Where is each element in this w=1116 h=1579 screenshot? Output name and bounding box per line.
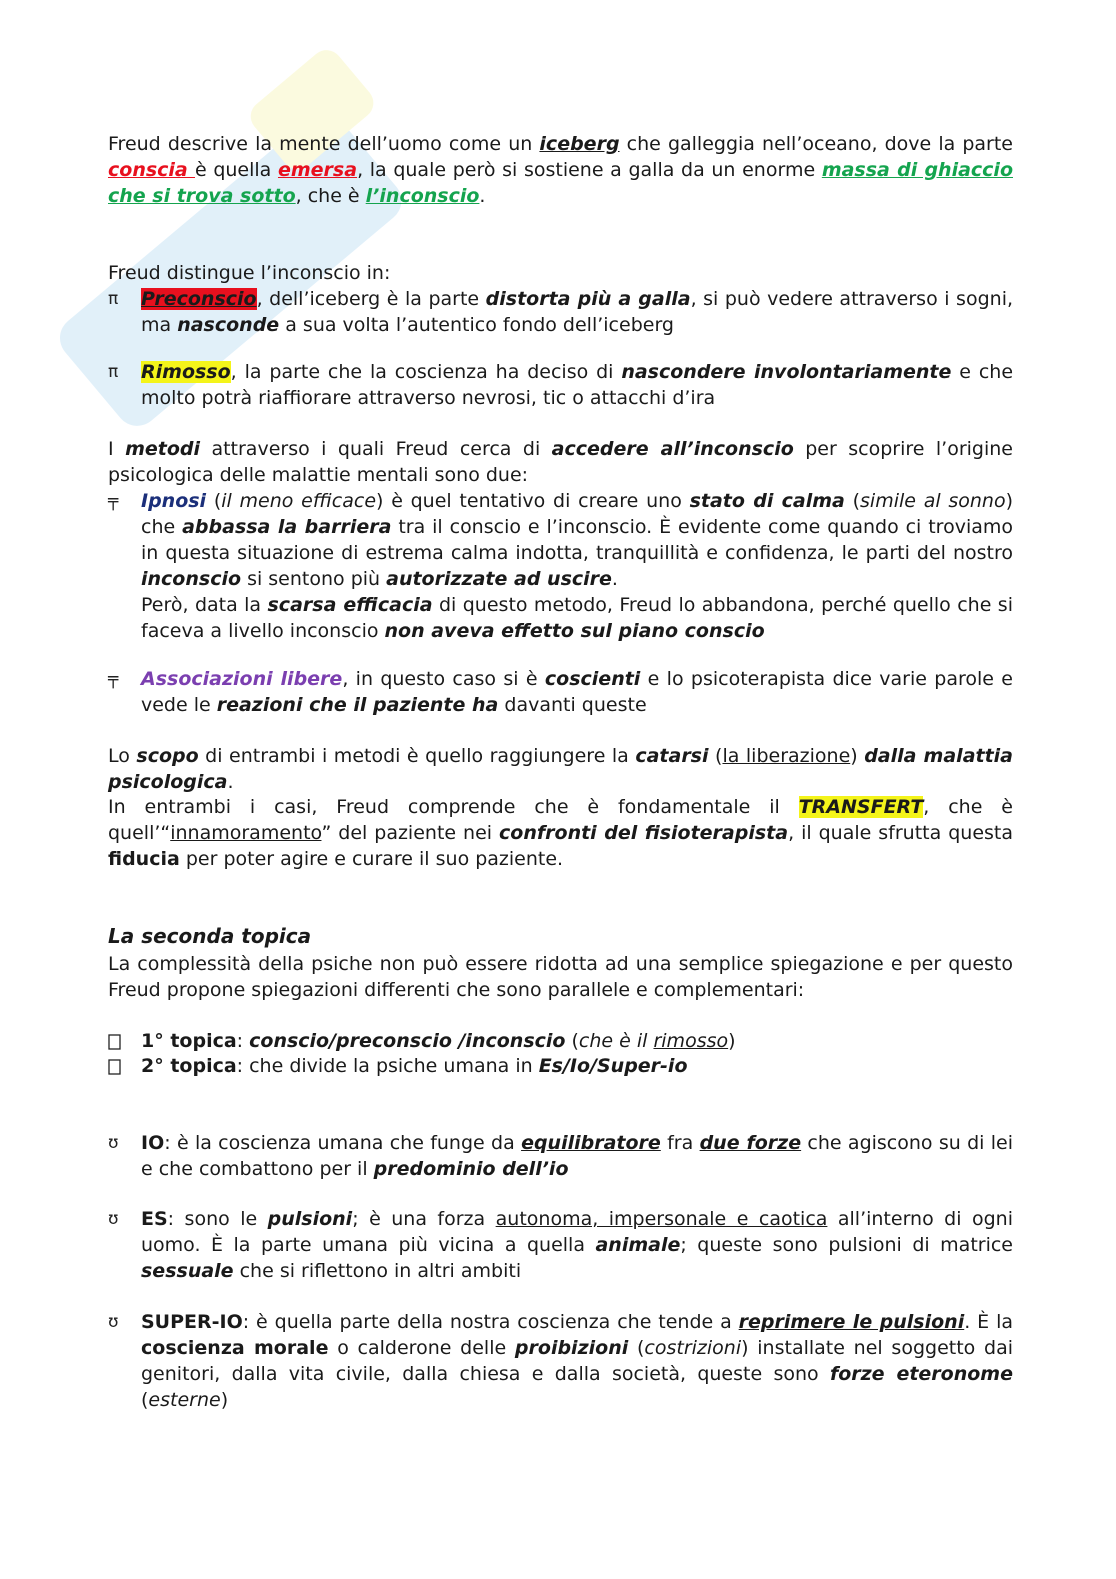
term-dalla-malattia: dalla malattia psicologica <box>108 745 1014 793</box>
bullet-icon: ʊ <box>108 1312 119 1332</box>
text: ; è una forza <box>352 1208 496 1230</box>
text: : <box>236 1030 250 1052</box>
text: Però, data la <box>141 594 268 616</box>
list-item-rimosso <box>108 359 1013 411</box>
metodi-paragraph <box>108 436 1013 488</box>
term-liberazione: la liberazione <box>722 745 851 767</box>
text: . È la <box>964 1311 1013 1333</box>
term-animale: animale <box>595 1234 681 1256</box>
bullet-icon: ʊ <box>108 1209 119 1229</box>
section-heading: La seconda topica <box>108 924 312 948</box>
term-due-forze: due forze <box>699 1132 802 1154</box>
item-text <box>141 666 1013 718</box>
text: di questo metodo, Freud lo abbandona, perché quello che si faceva a livello inconscio <box>141 594 1013 642</box>
list-item-ipnosi <box>108 488 1013 644</box>
term-autonoma: autonoma, impersonale e caotica <box>495 1208 828 1230</box>
term-preconscio: Preconscio <box>141 288 257 310</box>
text: per poter agire e curare il suo paziente. <box>179 848 564 870</box>
term-meno-efficace: il meno efficace <box>221 490 377 512</box>
text: che agiscono su di lei e che combattono per il <box>141 1132 1013 1180</box>
list-item-topica-1 <box>108 1028 1013 1054</box>
transfert-paragraph <box>108 794 1013 872</box>
term-ipnosi: Ipnosi <box>141 490 207 512</box>
term-esterne: esterne <box>148 1389 221 1411</box>
item-text-continued <box>141 592 1013 644</box>
text: attraverso i quali Freud cerca di <box>200 438 552 460</box>
term-coscienza-morale: coscienza morale <box>141 1337 329 1359</box>
text: davanti queste <box>498 694 647 716</box>
text: In entrambi i casi, Freud comprende che è fondamentale il <box>108 796 799 818</box>
term-stato-calma: stato di calma <box>689 490 845 512</box>
text: ; queste sono pulsioni di matrice <box>680 1234 1013 1256</box>
text: . <box>611 568 618 590</box>
item-text <box>141 1309 1013 1413</box>
text: ( <box>844 490 861 512</box>
bullet-icon: ╤ <box>108 669 119 689</box>
bullet-icon: π <box>108 362 119 382</box>
term-inconscio: l’inconscio <box>365 185 480 207</box>
text: , dell’iceberg è la parte <box>256 288 486 310</box>
text: ( <box>628 1337 645 1359</box>
item-text <box>141 1206 1013 1284</box>
term-inconscio: inconscio <box>141 568 242 590</box>
item-text <box>141 1130 1013 1182</box>
term-associazioni: Associazioni libere <box>141 668 343 690</box>
term-proibizioni: proibizioni <box>514 1337 629 1359</box>
term-simile-sonno: simile al sonno <box>860 490 1006 512</box>
intro-paragraph <box>108 131 1013 209</box>
term-abbassa-barriera: abbassa la barriera <box>182 516 392 538</box>
text: , che è quell’“ <box>108 796 1013 844</box>
text: che galleggia nell’oceano, dove la parte <box>619 133 1013 155</box>
list-item-es <box>108 1206 1013 1284</box>
term-rimosso: rimosso <box>653 1030 729 1052</box>
text: ” del paziente nei <box>321 822 500 844</box>
term-es: ES <box>141 1208 168 1230</box>
term-pulsioni: pulsioni <box>267 1208 353 1230</box>
item-text <box>141 359 1013 411</box>
term-topica-1: 1° topica <box>141 1030 237 1052</box>
term-autorizzate: autorizzate ad uscire <box>386 568 612 590</box>
bullet-icon: ╤ <box>108 491 119 511</box>
text: : che divide la psiche umana in <box>236 1055 539 1077</box>
term-metodi: metodi <box>125 438 200 460</box>
item-text <box>141 1053 1013 1079</box>
bullet-icon: ʊ <box>108 1133 119 1153</box>
term-innamoramento: innamoramento <box>170 822 322 844</box>
list-item-superio <box>108 1309 1013 1413</box>
text: , si può vedere attraverso i sogni, ma <box>141 288 1014 336</box>
term-iceberg: iceberg <box>539 133 620 155</box>
text: , che è <box>295 185 366 207</box>
text: ) <box>220 1389 229 1411</box>
text: ( <box>565 1030 579 1052</box>
seconda-intro: La complessità della psiche non può essere ridotta ad una semplice spiegazione e per questo Freud propone spiegazioni differenti che sono parallele e complementari: <box>108 953 1013 1001</box>
term-nascondere: nascondere involontariamente <box>621 361 952 383</box>
term-reprimere: reprimere le pulsioni <box>738 1311 965 1333</box>
text: , il quale sfrutta questa <box>788 822 1013 844</box>
text: : è quella parte della nostra coscienza che tende a <box>242 1311 739 1333</box>
text: fra <box>660 1132 700 1154</box>
text: . <box>479 185 486 207</box>
term-es-io-superio: Es/Io/Super-io <box>538 1055 688 1077</box>
text: : sono le <box>167 1208 268 1230</box>
text: per scoprire l’origine psicologica delle malattie mentali sono due: <box>108 438 1013 486</box>
term-distorta: distorta più a galla <box>485 288 691 310</box>
term-confronti: confronti del fisioterapista <box>499 822 789 844</box>
text: è quella <box>194 159 278 181</box>
text: tra il conscio e l’inconscio. È evidente come quando ci troviamo in questa situazione di estrema calma indotta, tranquillità e confidenza, le parti del nostro <box>141 516 1013 564</box>
item-text <box>141 286 1013 338</box>
term-nasconde: nasconde <box>177 314 280 336</box>
text: . <box>227 771 234 793</box>
term-massa: massa di ghiaccio che si trova sotto <box>108 159 1013 207</box>
term-emersa: emersa <box>277 159 358 181</box>
term-rimosso: Rimosso <box>141 361 231 383</box>
distingue-intro: Freud distingue l’inconscio in: <box>108 262 391 284</box>
text: all’interno di ogni uomo. È la parte umana più vicina a quella <box>141 1208 1013 1256</box>
term-conscia: conscia <box>108 159 195 181</box>
term-fiducia: fiducia <box>108 848 180 870</box>
text: I <box>108 438 126 460</box>
text: ( <box>206 490 222 512</box>
checkbox-icon <box>108 1053 130 1083</box>
text: che è il <box>578 1030 654 1052</box>
term-non-aveva-effetto: non aveva effetto sul piano conscio <box>384 620 765 642</box>
text: che si riflettono in altri ambiti <box>233 1260 522 1282</box>
item-text <box>141 488 1013 592</box>
scopo-paragraph <box>108 743 1013 795</box>
text: ) installate nel soggetto dai genitori, dalla vita civile, dalla chiesa e dalla società, queste sono <box>141 1337 1014 1385</box>
term-coscienti: coscienti <box>544 668 641 690</box>
item-text <box>141 1028 1013 1054</box>
text: , la parte che la coscienza ha deciso di <box>230 361 622 383</box>
text: Freud descrive la mente dell’uomo come un <box>108 133 540 155</box>
bullet-icon: π <box>108 289 119 309</box>
term-scarsa-efficacia: scarsa efficacia <box>267 594 433 616</box>
text: ( <box>708 745 723 767</box>
text: ) <box>728 1030 736 1052</box>
text: si sentono più <box>241 568 387 590</box>
text: e che molto potrà riaffiorare attraverso nevrosi, tic o attacchi d’ira <box>141 361 1014 409</box>
text: Lo <box>108 745 137 767</box>
text: di entrambi i metodi è quello raggiungere la <box>198 745 636 767</box>
text: , in questo caso si è <box>342 668 545 690</box>
list-item-associazioni <box>108 666 1013 718</box>
text: a sua volta l’autentico fondo dell’iceberg <box>279 314 674 336</box>
list-item-topica-2 <box>108 1053 1013 1079</box>
text: o calderone delle <box>328 1337 515 1359</box>
list-item-io <box>108 1130 1013 1182</box>
term-scopo: scopo <box>136 745 199 767</box>
term-catarsi: catarsi <box>635 745 709 767</box>
term-accedere: accedere all’inconscio <box>551 438 794 460</box>
term-io: IO <box>141 1132 165 1154</box>
term-reazioni: reazioni che il paziente ha <box>216 694 499 716</box>
term-forze-eteronome: forze eteronome <box>829 1363 1013 1385</box>
text: ) <box>850 745 865 767</box>
term-costrizioni: costrizioni <box>644 1337 742 1359</box>
text: ) è quel tentativo di creare uno <box>376 490 690 512</box>
term-transfert: TRANSFERT <box>798 796 924 818</box>
term-predominio: predominio dell’io <box>373 1158 569 1180</box>
text: ( <box>141 1389 149 1411</box>
text: , la quale però si sostiene a galla da un enorme <box>357 159 822 181</box>
text: ) che <box>141 490 1014 538</box>
term-equilibratore: equilibratore <box>521 1132 661 1154</box>
text: e lo psicoterapista dice varie parole e vede le <box>141 668 1013 716</box>
list-item-preconscio <box>108 286 1013 338</box>
term-superio: SUPER-IO <box>141 1311 243 1333</box>
term-topica-2: 2° topica <box>141 1055 237 1077</box>
text: : è la coscienza umana che funge da <box>164 1132 522 1154</box>
term-sessuale: sessuale <box>141 1260 234 1282</box>
term-conscio-preconscio: conscio/preconscio /inconscio <box>249 1030 566 1052</box>
